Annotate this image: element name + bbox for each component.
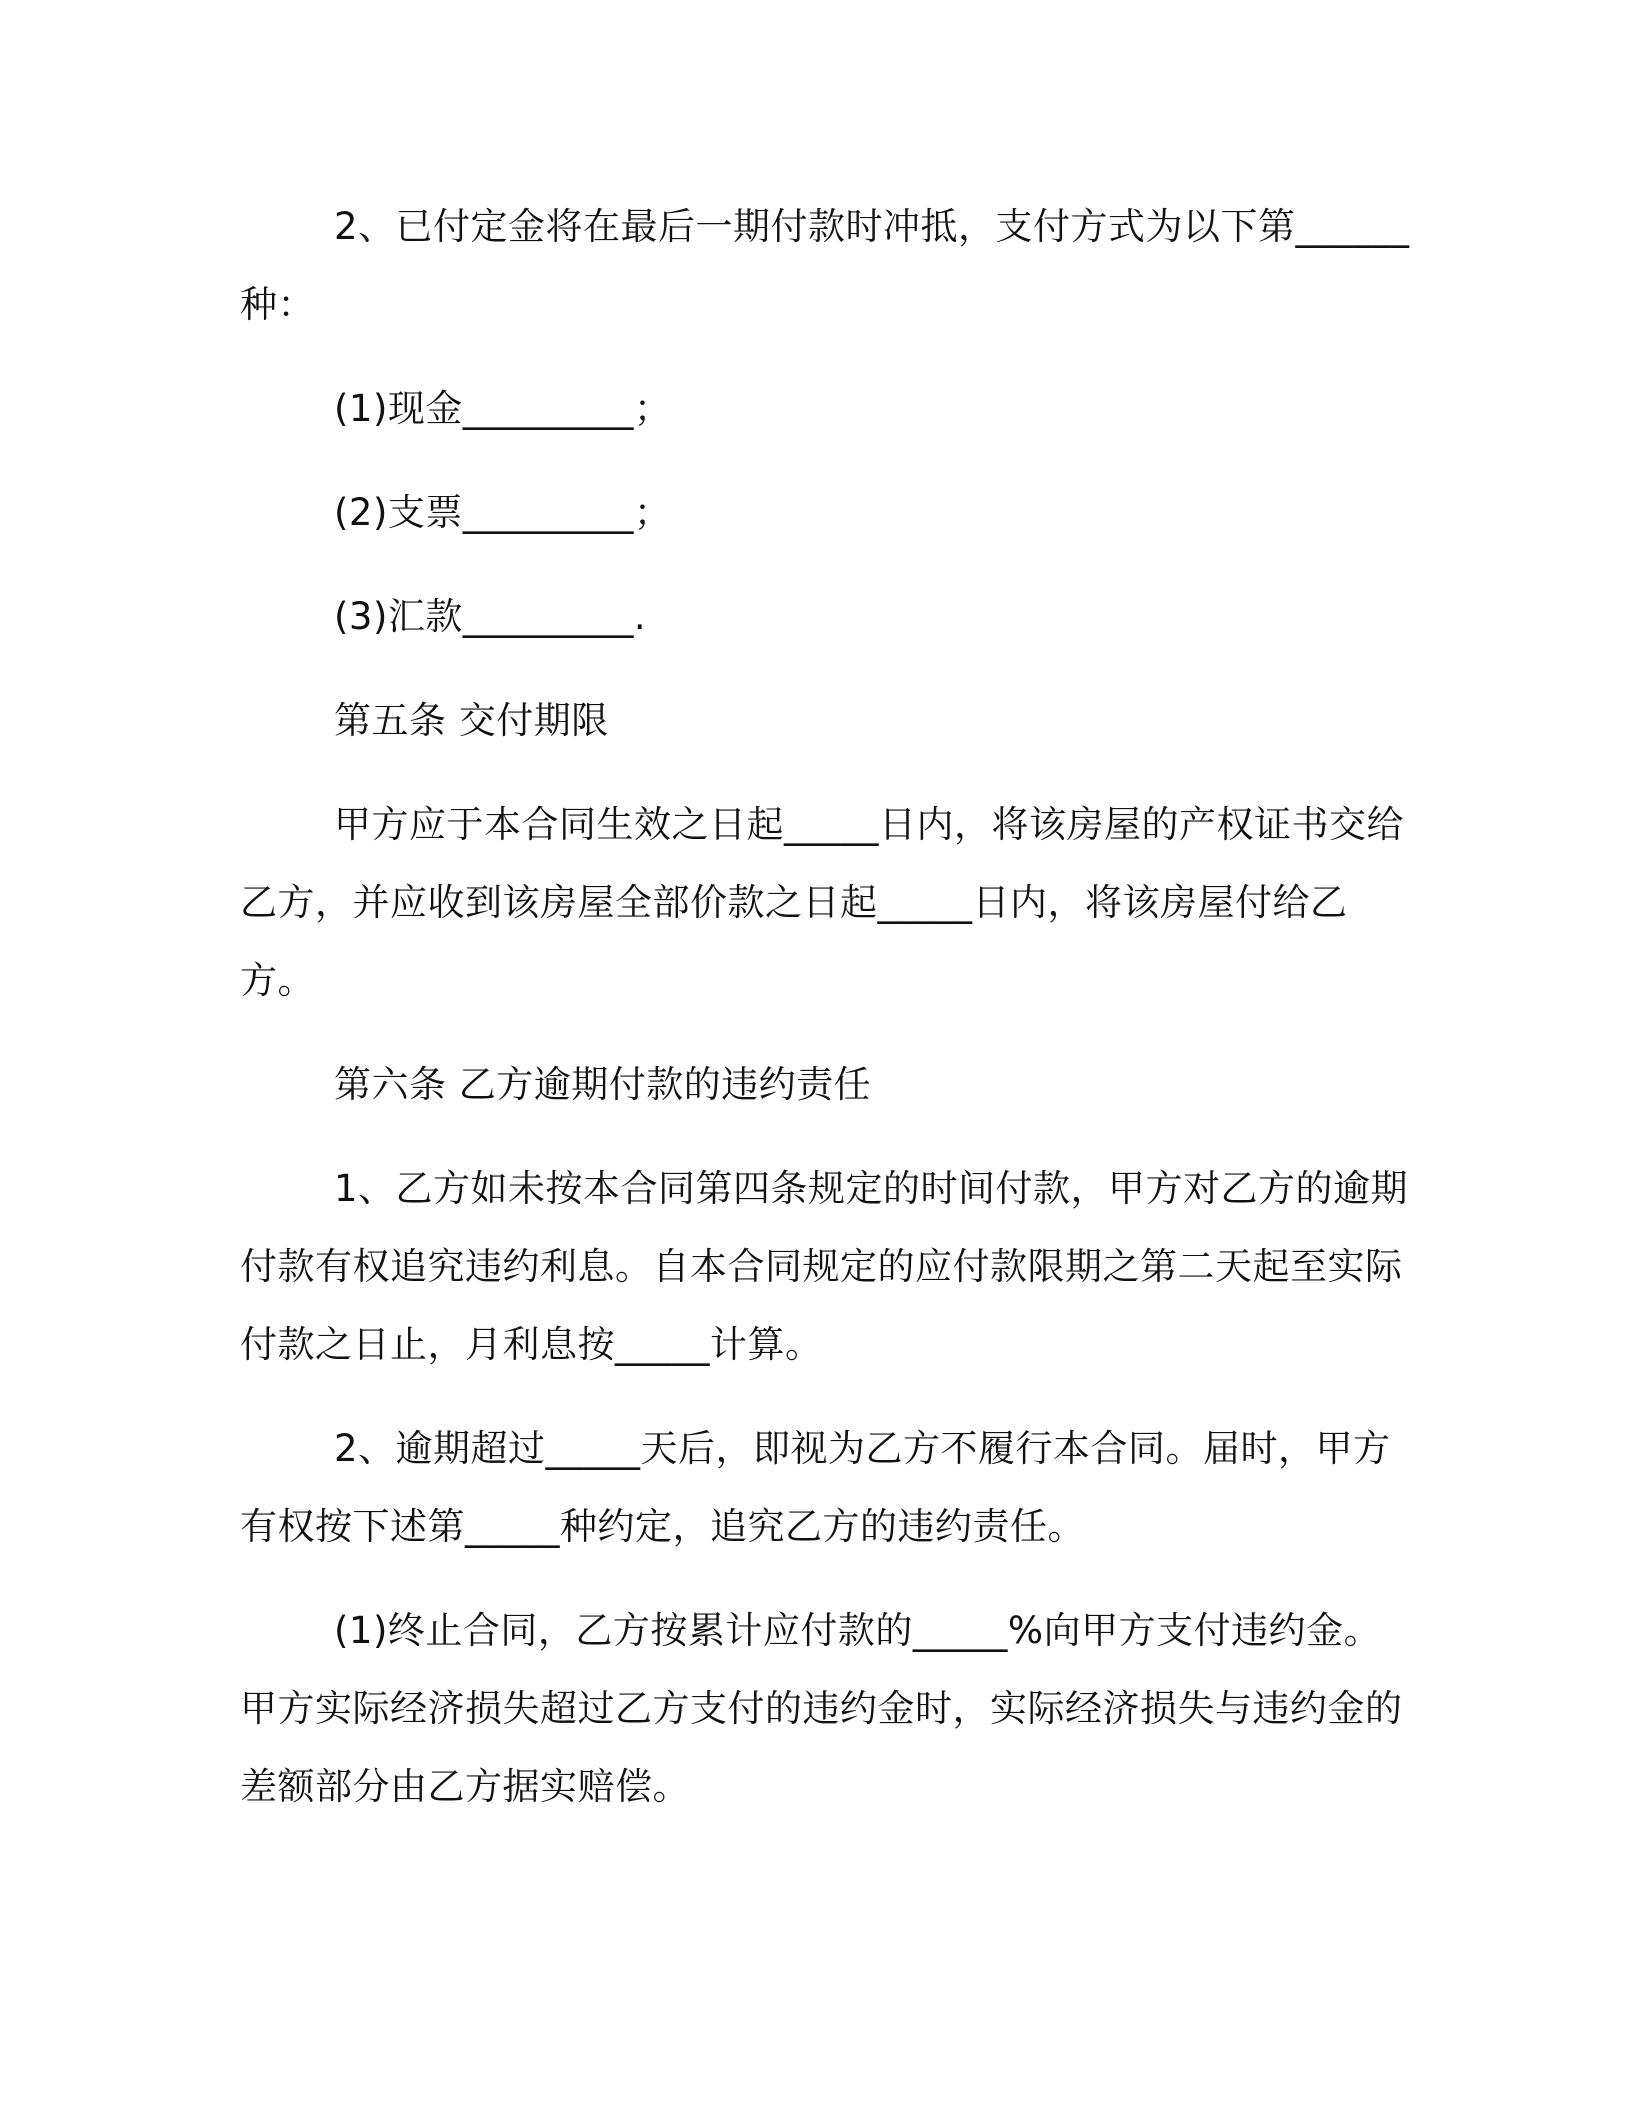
article-6-heading: 第六条 乙方逾期付款的违约责任 — [334, 1063, 872, 1106]
payment-option-check: (2)支票_________； — [334, 491, 672, 534]
article-5-body: 甲方应于本合同生效之日起_____日内，将该房屋的产权证书交给乙方，并应收到该房屋全部价款之日起_____日内，将该房屋付给乙方。 — [240, 803, 1404, 1002]
payment-option-cash: (1)现金_________； — [334, 387, 672, 430]
payment-method-clause: 2、已付定金将在最后一期付款时冲抵，支付方式为以下第______种： — [240, 205, 1410, 326]
article-6-clause-2: 2、逾期超过_____天后，即视为乙方不履行本合同。届时，甲方有权按下述第_____种约定，追究乙方的违约责任。 — [240, 1427, 1391, 1548]
document-body — [240, 188, 1410, 1852]
payment-option-remittance: (3)汇款_________. — [334, 595, 647, 638]
article-6-clause-2-option-1: (1)终止合同，乙方按累计应付款的_____%向甲方支付违约金。甲方实际经济损失超过乙方支付的违约金时，实际经济损失与违约金的差额部分由乙方据实赔偿。 — [240, 1609, 1403, 1808]
article-6-clause-1: 1、乙方如未按本合同第四条规定的时间付款，甲方对乙方的逾期付款有权追究违约利息。自本合同规定的应付款限期之第二天起至实际付款之日止，月利息按_____计算。 — [240, 1167, 1409, 1366]
article-5-heading: 第五条 交付期限 — [334, 699, 609, 742]
